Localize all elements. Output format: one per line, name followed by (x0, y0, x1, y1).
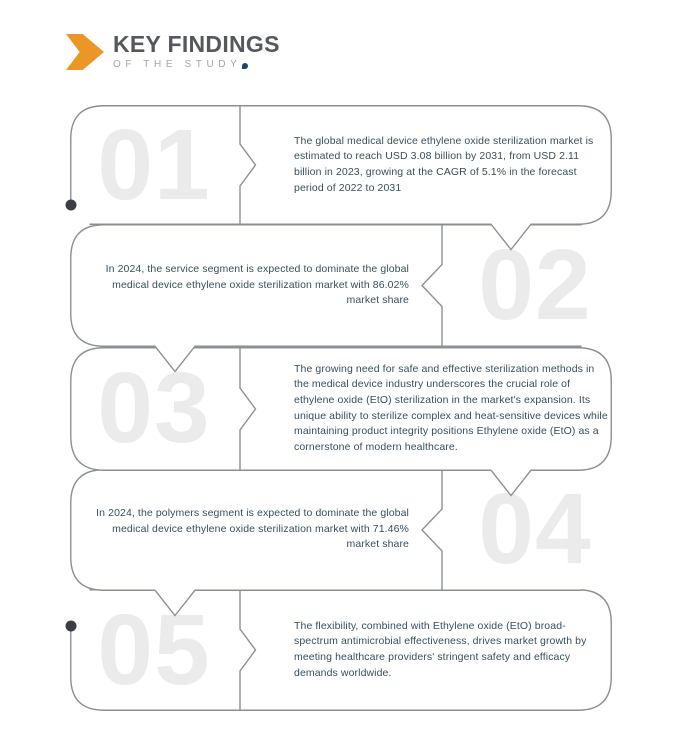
page-subtitle (113, 59, 280, 70)
finding-text-1 (294, 105, 608, 225)
header (66, 32, 280, 70)
finding-text-5-content: The flexibility, combined with Ethylene oxide (EtO) broad-spectrum antimicrobial effectiveness, drives market growth by meeting healthcare providers' stringent safety and efficacy demands worldwide. (294, 619, 587, 679)
finding-number-1: 01 (97, 108, 211, 221)
connector-dot-icon (66, 200, 77, 211)
subtitle-accent-dot-icon (242, 63, 248, 69)
header-text (113, 32, 280, 70)
brand-arrow-icon (66, 34, 104, 70)
finding-number-2: 02 (478, 229, 592, 341)
finding-bubble-1 (70, 105, 612, 225)
finding-text-3-content: The growing need for safe and effective sterilization methods in the medical device industry underscores the crucial role of ethylene oxide (EtO) sterilization in the market's expansion. Its unique ability to sterilize complex and heat-sensitive devices while maintaining product integrity positions Ethylene oxide (EtO) as a cornerstone of modern healthcare. (294, 362, 608, 453)
finding-text-1-content: The global medical device ethylene oxide sterilization market is estimated to reach USD 3.08 billion by 2031, from USD 2.11 billion in 2023, growing at the CAGR of 5.1% in the forecast period of 2022 to 2031 (294, 134, 594, 194)
finding-text-4-content: In 2024, the polymers segment is expected to dominate the global medical device ethylene oxide sterilization market with 71.46% market share (96, 507, 409, 551)
page-title: KEY FINDINGS (113, 31, 280, 57)
finding-number-5: 05 (97, 593, 211, 706)
connector-dot-icon (66, 621, 77, 632)
finding-number-4: 04 (478, 473, 592, 585)
finding-text-2-content: In 2024, the service segment is expected to dominate the global medical device ethylene oxide sterilization market with 86.02% market share (105, 263, 409, 307)
finding-number-3: 03 (97, 352, 211, 464)
page-subtitle-text: OF THE STUDY (113, 59, 242, 71)
